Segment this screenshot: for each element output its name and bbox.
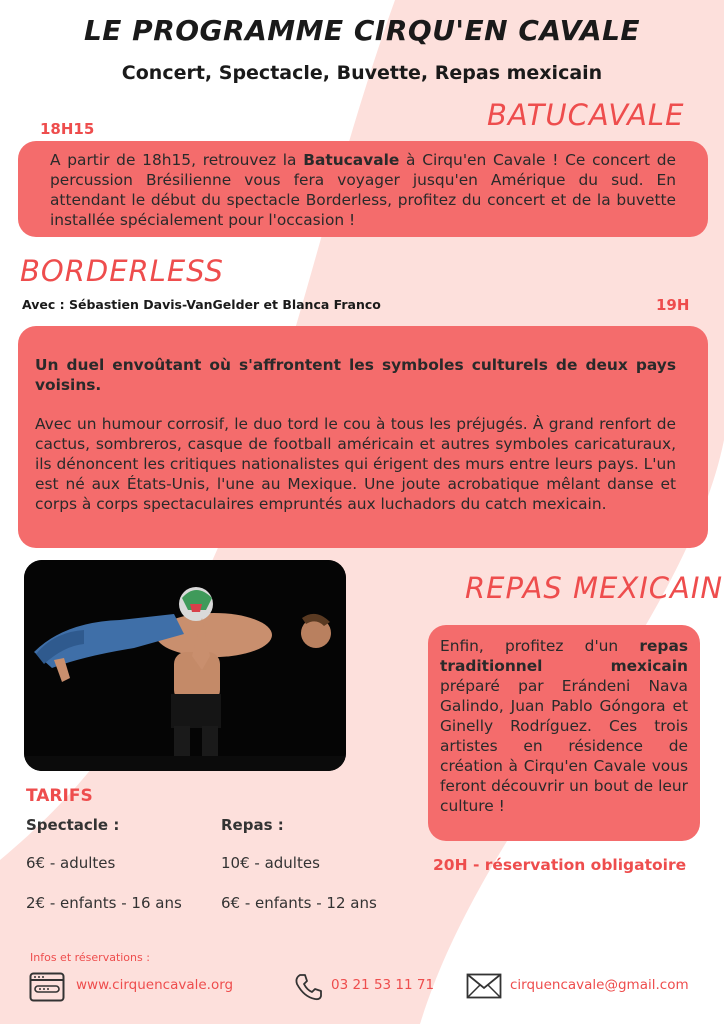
phone-link[interactable]: 03 21 53 11 71 bbox=[331, 977, 435, 993]
tarif-spectacle-adults: 6€ - adultes bbox=[26, 854, 116, 872]
contact-title: Infos et réservations : bbox=[30, 951, 150, 964]
borderless-tagline: Un duel envoûtant où s'affrontent les symboles culturels de deux pays voisins. bbox=[35, 356, 676, 394]
tarif-repas-children: 6€ - enfants - 12 ans bbox=[221, 894, 377, 912]
borderless-cast: Avec : Sébastien Davis-VanGelder et Blanca Franco bbox=[22, 297, 381, 312]
page-subtitle: Concert, Spectacle, Buvette, Repas mexicain bbox=[121, 62, 603, 84]
batucavale-text-end: à Cirqu'en Cavale ! Ce concert de percussion Brésilienne vous fera voyager jusqu'en Amérique du sud. En attendant le début du spectacle Borderless, profitez du concert et de la buvette installée spécialement pour l'occasion ! bbox=[50, 151, 676, 229]
borderless-description: Avec un humour corrosif, le duo tord le cou à tous les préjugés. À grand renfort de cactus, sombreros, casque de football américain et autres symboles caricaturaux, ils dénoncent les critiques nationalistes qui érigent des murs entre leurs pays. L'un est né aux États-Unis, l'une au Mexique. Une joute acrobatique mêlant danse et corps à corps spectaculaires empruntés aux luchadors du catch mexicain. bbox=[35, 415, 676, 513]
batucavale-text-start: A partir de 18h15, retrouvez la bbox=[50, 151, 304, 169]
batucavale-bold: Batucavale bbox=[303, 151, 400, 169]
repas-text-end: préparé par Erándeni Nava Galindo, Juan Pablo Góngora et Ginelly Rodríguez. Ces trois artistes en résidence de création à Cirqu'en Cavale vous feront découvrir un bout de leur culture ! bbox=[440, 677, 688, 815]
phone-icon bbox=[294, 973, 322, 1001]
borderless-box bbox=[18, 326, 708, 548]
page-title: LE PROGRAMME CIRQU'EN CAVALE bbox=[83, 14, 641, 47]
borderless-title: BORDERLESS bbox=[20, 254, 224, 288]
acrobats-illustration bbox=[24, 560, 346, 771]
repas-text bbox=[440, 636, 688, 816]
website-link[interactable]: www.cirquencavale.org bbox=[76, 977, 234, 993]
repas-title: REPAS MEXICAIN bbox=[465, 571, 724, 605]
repas-reservation-note: 20H - réservation obligatoire bbox=[433, 856, 687, 874]
batucavale-text bbox=[50, 150, 676, 230]
performance-photo bbox=[24, 560, 346, 771]
batucavale-title: BATUCAVALE bbox=[487, 98, 685, 132]
batucavale-time: 18H15 bbox=[40, 120, 95, 138]
tarif-spectacle-children: 2€ - enfants - 16 ans bbox=[26, 894, 182, 912]
tarifs-title: TARIFS bbox=[26, 786, 93, 806]
batucavale-box bbox=[18, 141, 708, 237]
tarif-spectacle-label: Spectacle : bbox=[26, 816, 120, 834]
tarif-repas-adults: 10€ - adultes bbox=[221, 854, 320, 872]
borderless-time: 19H bbox=[656, 296, 690, 314]
browser-icon bbox=[29, 972, 65, 1002]
repas-bold: repas traditionnel mexicain bbox=[440, 637, 688, 675]
repas-box bbox=[428, 625, 700, 841]
email-link[interactable]: cirquencavale@gmail.com bbox=[510, 977, 689, 993]
repas-text-start: Enfin, profitez d'un bbox=[440, 637, 640, 655]
tarif-repas-label: Repas : bbox=[221, 816, 284, 834]
envelope-icon bbox=[466, 973, 502, 999]
